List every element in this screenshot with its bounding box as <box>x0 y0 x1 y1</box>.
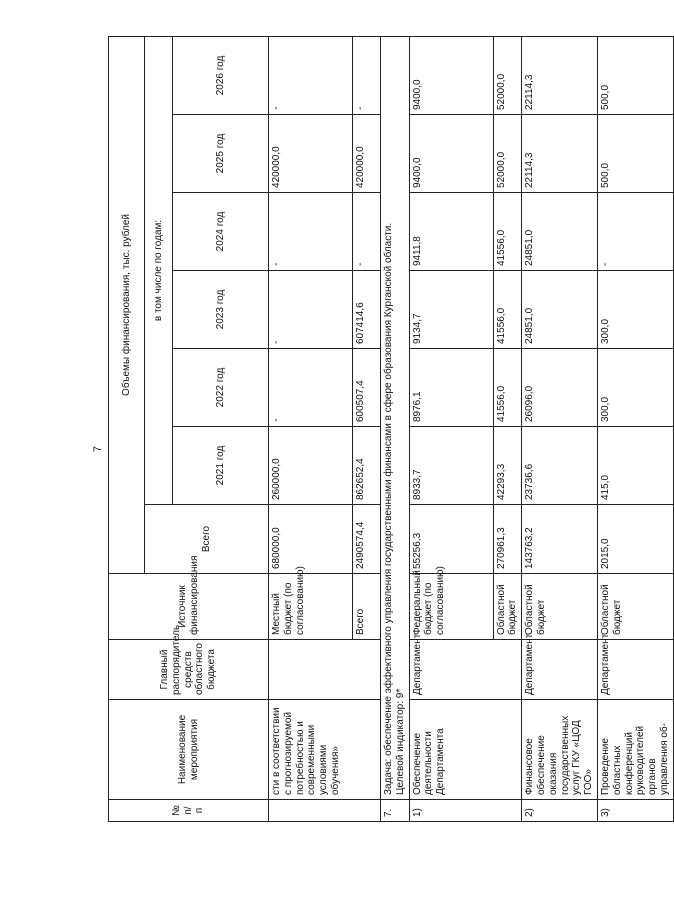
header-year: 2021 год <box>173 427 269 505</box>
total-value: 143763,2 <box>522 505 598 574</box>
task-text <box>381 36 410 799</box>
header-manager: Главный распорядитель средств областного бюджета <box>109 640 269 700</box>
table-row <box>597 36 673 821</box>
year-value: 607414,6 <box>353 271 381 349</box>
total-value: 270961,3 <box>493 505 522 574</box>
year-value: 9411,8 <box>409 193 493 271</box>
year-value: - <box>269 271 353 349</box>
source: Областной бюджет <box>493 574 522 640</box>
year-value: - <box>269 193 353 271</box>
year-value: 8976,1 <box>409 349 493 427</box>
header-by-years: в том числе по годам: <box>145 36 173 504</box>
year-value: 41556,0 <box>493 193 522 271</box>
year-value: - <box>269 349 353 427</box>
year-value: 8933,7 <box>409 427 493 505</box>
measure-name: Проведение областных конференций руководителей органов управления об- <box>597 700 673 800</box>
task-line: Задача: обеспечение эффективного управления государственными финансами в сфере образования Курганской области. <box>383 222 394 795</box>
measure-name: Финансовое обеспечение оказания государственных услуг ГКУ «ЦОД ГОО» <box>522 700 598 800</box>
source: Местный бюджет (по согласованию) <box>269 574 353 640</box>
year-value: 23736,6 <box>522 427 598 505</box>
measure-name: Обеспечение деятельности Департамента <box>409 700 522 800</box>
rotated-table-page <box>108 37 670 822</box>
year-value: - <box>597 193 673 271</box>
header-name: Наименование мероприятия <box>109 700 269 800</box>
year-value: 600507,4 <box>353 349 381 427</box>
year-value: 862652,4 <box>353 427 381 505</box>
year-value: 24851,0 <box>522 271 598 349</box>
year-value: 300,0 <box>597 349 673 427</box>
row-number: 2) <box>522 800 598 822</box>
manager: Департамент <box>522 640 598 700</box>
year-value: 9134,7 <box>409 271 493 349</box>
financing-table <box>108 36 674 822</box>
year-value: 500,0 <box>597 115 673 193</box>
total-value: 2490574,4 <box>353 505 381 574</box>
task-number: 7. <box>381 800 410 822</box>
year-value: 24851,0 <box>522 193 598 271</box>
header-no: № п/п <box>109 800 269 822</box>
measure-name: сти в соответствии с прогнозируемой потребностью и современными условиями обучения» <box>269 700 381 800</box>
manager: Департамент <box>409 640 522 700</box>
year-value: 300,0 <box>597 271 673 349</box>
year-value: 260000,0 <box>269 427 353 505</box>
year-value: 42293,3 <box>493 427 522 505</box>
header-year: 2024 год <box>173 193 269 271</box>
row-number: 1) <box>409 800 522 822</box>
source: Федеральный бюджет (по согласованию) <box>409 574 493 640</box>
header-total: Всего <box>145 505 269 574</box>
year-value: 415,0 <box>597 427 673 505</box>
year-value: 500,0 <box>597 36 673 114</box>
header-year: 2025 год <box>173 115 269 193</box>
source: Всего <box>353 574 381 640</box>
header-year: 2023 год <box>173 271 269 349</box>
year-value: 9400,0 <box>409 36 493 114</box>
year-value: - <box>269 36 353 114</box>
table-row <box>409 36 493 821</box>
year-value: 420000,0 <box>269 115 353 193</box>
year-value: 420000,0 <box>353 115 381 193</box>
year-value: - <box>353 36 381 114</box>
table-row <box>522 36 598 821</box>
header-year: 2026 год <box>173 36 269 114</box>
header-year: 2022 год <box>173 349 269 427</box>
source: Областной бюджет <box>597 574 673 640</box>
table-row <box>269 36 353 821</box>
year-value: 52000,0 <box>493 36 522 114</box>
header-source: Источник финансирования <box>109 574 269 640</box>
year-value: - <box>353 193 381 271</box>
header-volumes: Объемы финансирования, тыс. рублей <box>109 36 145 573</box>
task-row <box>381 36 410 821</box>
year-value: 22114,3 <box>522 115 598 193</box>
total-value: 2015,0 <box>597 505 673 574</box>
page-number: 7 <box>92 445 105 453</box>
header-row-1 <box>109 36 145 821</box>
year-value: 41556,0 <box>493 271 522 349</box>
year-value: 9400,0 <box>409 115 493 193</box>
year-value: 22114,3 <box>522 36 598 114</box>
task-indicator: Целевой индикатор: 9* <box>394 688 406 795</box>
total-value: 680000,0 <box>269 505 353 574</box>
year-value: 41556,0 <box>493 349 522 427</box>
year-value: 26096,0 <box>522 349 598 427</box>
total-value: 55256,3 <box>409 505 493 574</box>
manager: Департамент <box>597 640 673 700</box>
source: Областной бюджет <box>522 574 598 640</box>
year-value: 52000,0 <box>493 115 522 193</box>
row-number: 3) <box>597 800 673 822</box>
